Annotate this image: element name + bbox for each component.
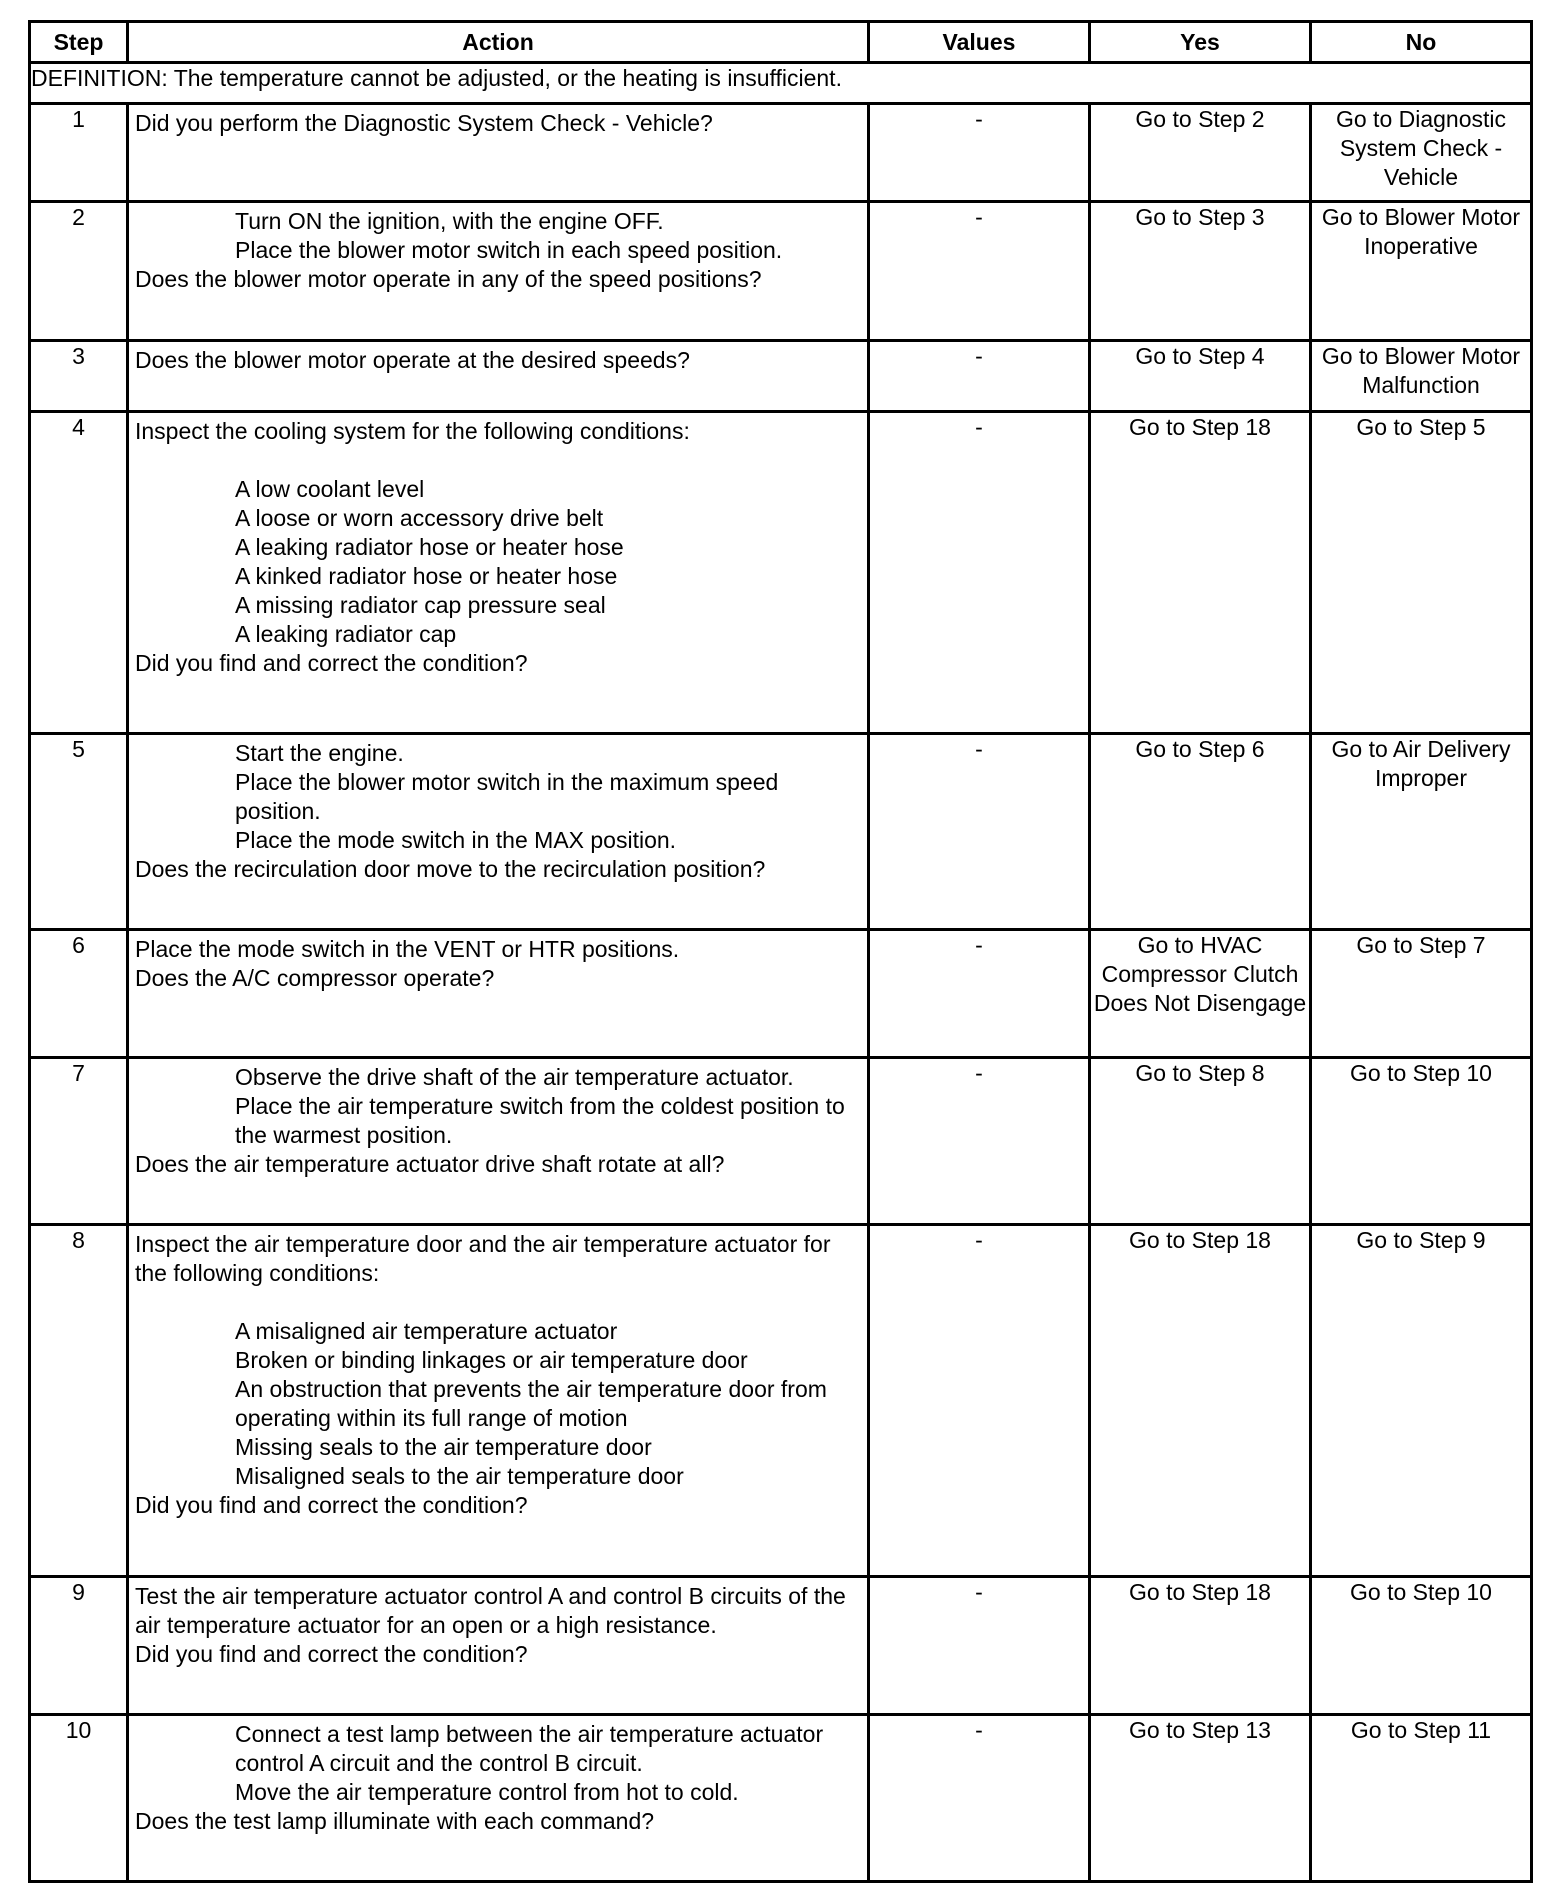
values-cell: - xyxy=(869,1577,1090,1715)
table-row xyxy=(30,1715,1532,1882)
action-cell xyxy=(128,1577,869,1715)
action-substep: Move the air temperature control from hot to cold. xyxy=(235,1779,739,1805)
action-substep: Place the mode switch in the MAX position. xyxy=(235,827,677,853)
action-substep: Place the blower motor switch in each speed position. xyxy=(235,237,783,263)
no-cell: Go to Step 5 xyxy=(1311,412,1532,734)
action-substep: A leaking radiator cap xyxy=(235,621,457,647)
no-cell: Go to Step 10 xyxy=(1311,1577,1532,1715)
action-cell xyxy=(128,1715,869,1882)
header-step: Step xyxy=(30,22,128,63)
table-row xyxy=(30,412,1532,734)
action-cell xyxy=(128,1058,869,1225)
action-question: Did you find and correct the condition? xyxy=(135,1492,528,1518)
no-cell: Go to Step 10 xyxy=(1311,1058,1532,1225)
action-substep: Turn ON the ignition, with the engine OFF. xyxy=(235,208,664,234)
action-intro: Inspect the cooling system for the following conditions: xyxy=(135,418,690,444)
values-cell: - xyxy=(869,1225,1090,1577)
no-cell: Go to Blower Motor Inoperative xyxy=(1311,202,1532,341)
step-number: 7 xyxy=(30,1058,128,1225)
action-cell xyxy=(128,412,869,734)
action-cell xyxy=(128,930,869,1058)
action-substep: A kinked radiator hose or heater hose xyxy=(235,563,618,589)
table-row xyxy=(30,1577,1532,1715)
no-cell: Go to Step 11 xyxy=(1311,1715,1532,1882)
yes-cell: Go to Step 18 xyxy=(1090,412,1311,734)
values-cell: - xyxy=(869,341,1090,412)
values-cell: - xyxy=(869,104,1090,202)
action-cell xyxy=(128,734,869,930)
action-question: Does the test lamp illuminate with each command? xyxy=(135,1808,655,1834)
yes-cell: Go to Step 3 xyxy=(1090,202,1311,341)
table-row xyxy=(30,341,1532,412)
action-substep: Missing seals to the air temperature door xyxy=(235,1434,652,1460)
action-question: Does the air temperature actuator drive shaft rotate at all? xyxy=(135,1151,725,1177)
action-substep: An obstruction that prevents the air temperature door from operating within its full range of motion xyxy=(235,1376,827,1431)
action-cell xyxy=(128,202,869,341)
yes-cell: Go to Step 18 xyxy=(1090,1225,1311,1577)
diagnostic-table xyxy=(28,20,1533,1883)
step-number: 1 xyxy=(30,104,128,202)
step-number: 10 xyxy=(30,1715,128,1882)
action-substep: Start the engine. xyxy=(235,740,404,766)
action-intro: Test the air temperature actuator control A and control B circuits of the air temperature actuator for an open or a high resistance. xyxy=(135,1583,846,1638)
action-intro: Inspect the air temperature door and the air temperature actuator for the following conditions: xyxy=(135,1231,831,1286)
action-substep: Misaligned seals to the air temperature door xyxy=(235,1463,684,1489)
table-row xyxy=(30,734,1532,930)
action-question: Did you find and correct the condition? xyxy=(135,650,528,676)
header-action: Action xyxy=(128,22,869,63)
action-question: Did you find and correct the condition? xyxy=(135,1641,528,1667)
no-cell: Go to Step 9 xyxy=(1311,1225,1532,1577)
action-question: Does the A/C compressor operate? xyxy=(135,965,495,991)
action-substep: A leaking radiator hose or heater hose xyxy=(235,534,624,560)
action-question: Does the recirculation door move to the recirculation position? xyxy=(135,856,766,882)
yes-cell: Go to Step 13 xyxy=(1090,1715,1311,1882)
step-number: 5 xyxy=(30,734,128,930)
header-row xyxy=(30,22,1532,63)
header-values: Values xyxy=(869,22,1090,63)
values-cell: - xyxy=(869,412,1090,734)
yes-cell: Go to Step 4 xyxy=(1090,341,1311,412)
yes-cell: Go to Step 8 xyxy=(1090,1058,1311,1225)
step-number: 3 xyxy=(30,341,128,412)
action-cell xyxy=(128,104,869,202)
no-cell: Go to Air Delivery Improper xyxy=(1311,734,1532,930)
action-cell xyxy=(128,341,869,412)
table-row xyxy=(30,930,1532,1058)
step-number: 8 xyxy=(30,1225,128,1577)
action-substep: Connect a test lamp between the air temperature actuator control A circuit and the control B circuit. xyxy=(235,1721,824,1776)
yes-cell: Go to Step 18 xyxy=(1090,1577,1311,1715)
step-number: 2 xyxy=(30,202,128,341)
values-cell: - xyxy=(869,202,1090,341)
action-substep: Observe the drive shaft of the air temperature actuator. xyxy=(235,1064,794,1090)
values-cell: - xyxy=(869,1715,1090,1882)
action-question: Does the blower motor operate in any of the speed positions? xyxy=(135,266,762,292)
action-substep: Broken or binding linkages or air temperature door xyxy=(235,1347,748,1373)
no-cell: Go to Diagnostic System Check - Vehicle xyxy=(1311,104,1532,202)
yes-cell: Go to Step 2 xyxy=(1090,104,1311,202)
action-substep: A loose or worn accessory drive belt xyxy=(235,505,604,531)
table-row xyxy=(30,202,1532,341)
definition-text: DEFINITION: The temperature cannot be adjusted, or the heating is insufficient. xyxy=(30,63,1532,104)
action-substep: A misaligned air temperature actuator xyxy=(235,1318,618,1344)
step-number: 6 xyxy=(30,930,128,1058)
action-substep: A low coolant level xyxy=(235,476,425,502)
no-cell: Go to Step 7 xyxy=(1311,930,1532,1058)
table-row xyxy=(30,1225,1532,1577)
header-yes: Yes xyxy=(1090,22,1311,63)
yes-cell: Go to HVAC Compressor Clutch Does Not Disengage xyxy=(1090,930,1311,1058)
action-cell xyxy=(128,1225,869,1577)
values-cell: - xyxy=(869,1058,1090,1225)
step-number: 4 xyxy=(30,412,128,734)
yes-cell: Go to Step 6 xyxy=(1090,734,1311,930)
action-question: Does the blower motor operate at the desired speeds? xyxy=(135,347,690,373)
action-substep: Place the blower motor switch in the maximum speed position. xyxy=(235,769,779,824)
no-cell: Go to Blower Motor Malfunction xyxy=(1311,341,1532,412)
table-row xyxy=(30,1058,1532,1225)
values-cell: - xyxy=(869,930,1090,1058)
action-substep: A missing radiator cap pressure seal xyxy=(235,592,606,618)
values-cell: - xyxy=(869,734,1090,930)
action-question: Did you perform the Diagnostic System Check - Vehicle? xyxy=(135,110,713,136)
action-intro: Place the mode switch in the VENT or HTR positions. xyxy=(135,936,680,962)
definition-row xyxy=(30,63,1532,104)
header-no: No xyxy=(1311,22,1532,63)
table-row xyxy=(30,104,1532,202)
step-number: 9 xyxy=(30,1577,128,1715)
action-substep: Place the air temperature switch from the coldest position to the warmest position. xyxy=(235,1093,845,1148)
